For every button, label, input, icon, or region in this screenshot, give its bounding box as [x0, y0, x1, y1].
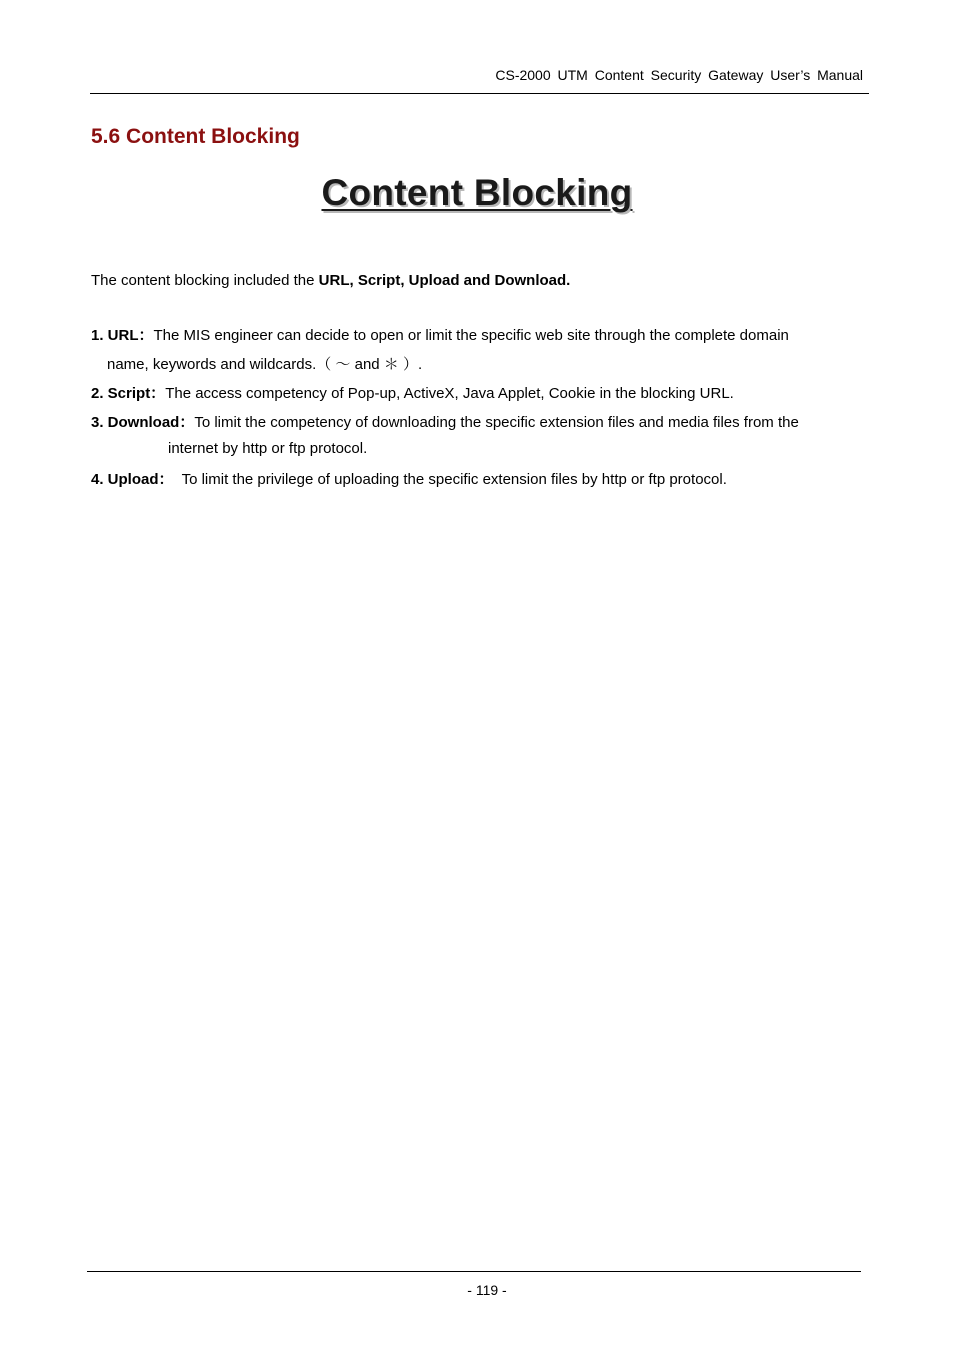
- intro-text: The content blocking included the: [91, 272, 319, 289]
- list-item-text: The MIS engineer can decide to open or limit the specific web site through the complete domain: [153, 327, 789, 344]
- list-item-upload: [91, 468, 727, 489]
- list-item-download: [91, 411, 799, 432]
- list-item-label: 3. Download：: [91, 414, 195, 431]
- list-item-url-continuation: name, keywords and wildcards.（ ～ and ＊ ）.: [107, 356, 423, 373]
- page-number: - 119 -: [467, 1282, 507, 1298]
- list-item-download-continuation: internet by http or ftp protocol.: [168, 440, 368, 457]
- list-item-label: 2. Script：: [91, 385, 166, 402]
- list-item-label: 1. URL：: [91, 327, 154, 344]
- intro-emphasis: URL, Script, Upload and Download.: [318, 272, 571, 289]
- list-item-label: 4. Upload：: [91, 471, 174, 488]
- footer-divider: [87, 1271, 861, 1272]
- list-item-script: [91, 382, 734, 403]
- intro-paragraph: [91, 272, 570, 289]
- header-divider: [90, 93, 869, 94]
- manual-title: CS-2000 UTM Content Security Gateway User’s Manual: [495, 67, 863, 83]
- section-heading: 5.6 Content Blocking: [91, 125, 300, 148]
- list-item-text: To limit the privilege of uploading the specific extension files by http or ftp protocol.: [173, 471, 727, 488]
- list-item-text: The access competency of Pop-up, ActiveX, Java Applet, Cookie in the blocking URL.: [165, 385, 734, 402]
- page-title: Content Blocking: [321, 172, 633, 213]
- list-item-url: [91, 324, 789, 345]
- list-item-text: To limit the competency of downloading the specific extension files and media files from the: [194, 414, 799, 431]
